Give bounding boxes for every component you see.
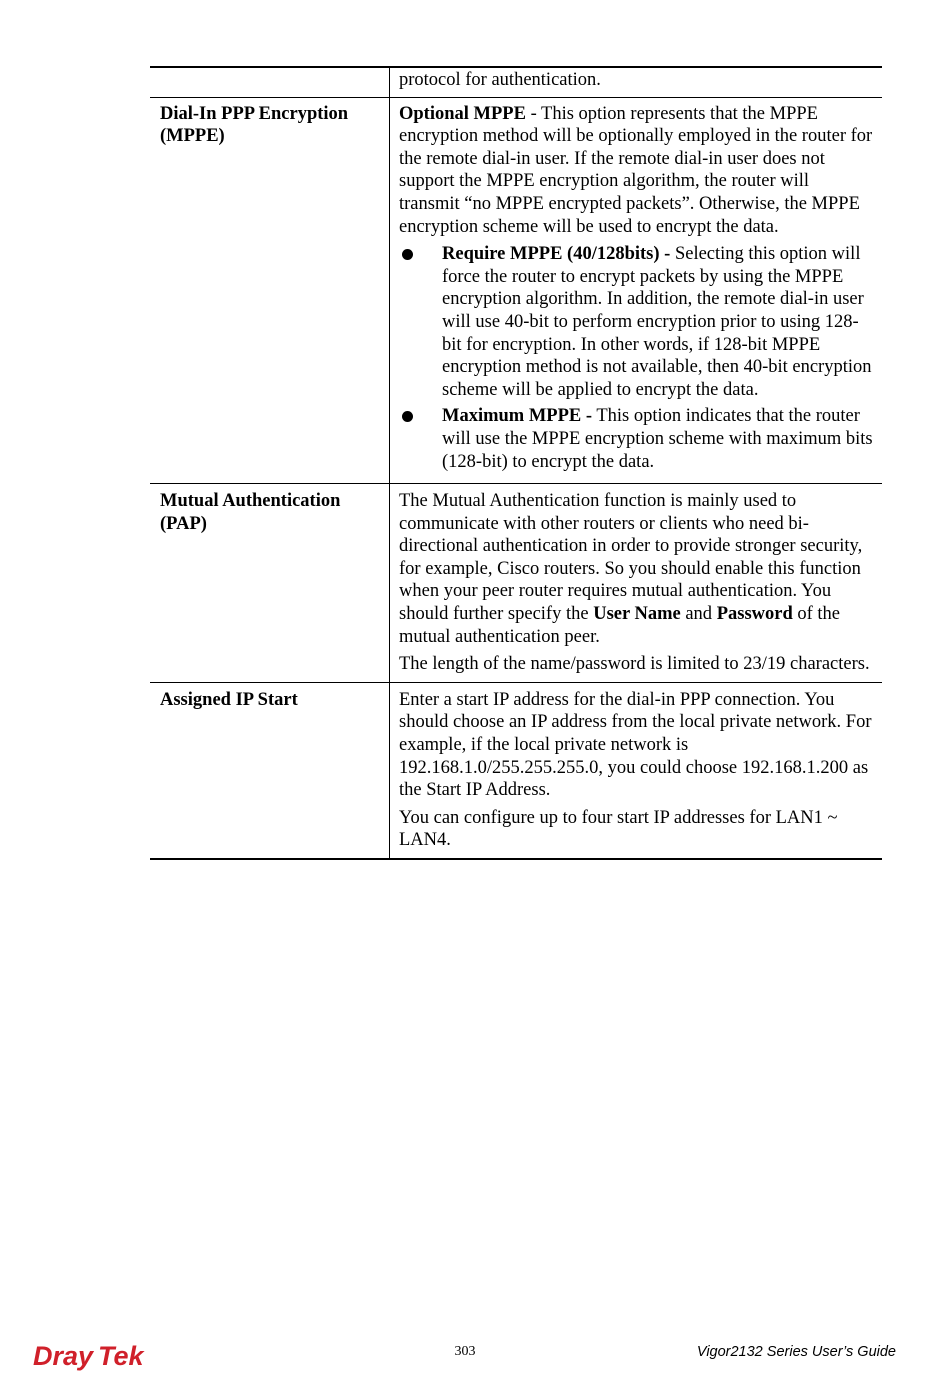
description-paragraph	[399, 807, 874, 852]
text-run: and	[680, 604, 717, 625]
row-description	[390, 484, 882, 682]
table-row	[150, 682, 882, 858]
table-row	[150, 97, 882, 484]
logo-text-tek: Tek	[98, 1341, 144, 1371]
page-number: 303	[454, 1344, 476, 1359]
bullet-text	[442, 243, 874, 401]
page-footer	[0, 1330, 950, 1380]
table-row	[150, 68, 882, 97]
text-run: The length of the name/password is limited to 23/19 characters.	[399, 654, 870, 675]
bold-run: Password	[716, 604, 793, 625]
row-label: Mutual Authentication (PAP)	[150, 484, 390, 682]
text-run: Enter a start IP address for the dial-in PPP connection. You should choose an IP address from the local private network. For example, if the local private network is 192.168.1.0/255.255.255.0, you could choose 192.168.1.200 as the Start IP Address.	[399, 689, 872, 801]
bullet-item	[399, 243, 874, 401]
text-run: You can configure up to four start IP addresses for LAN1 ~ LAN4.	[399, 807, 838, 851]
bold-run: Require MPPE (40/128bits) -	[442, 244, 671, 265]
row-label	[150, 68, 390, 97]
bold-run: Maximum MPPE -	[442, 406, 593, 427]
description-paragraph	[399, 103, 874, 239]
bullet-icon	[399, 405, 442, 473]
bullet-text	[442, 405, 874, 473]
text-run: of the mutual authentication peer.	[399, 604, 841, 647]
text-run: - This option represents that the MPPE encryption method will be optionally employed in the router for the remote dial-in user. If the remote dial-in user does not support the MPPE encryption algorithm, the router will transmit “no MPPE encrypted packets”. Otherwise, the MPPE encryption scheme will be used to encrypt the data.	[399, 103, 873, 237]
row-description	[390, 68, 882, 97]
text-run: The Mutual Authentication function is mainly used to communicate with other routers or clients who need bi-directional authentication in order to provide stronger security, for example, Cisco routers. So you should enable this function when your peer router requires mutual authentication. You should further specify the	[399, 491, 863, 625]
description-paragraph	[399, 689, 874, 802]
bold-run: Optional MPPE	[399, 103, 526, 124]
description-paragraph	[399, 69, 874, 92]
row-description	[390, 683, 882, 858]
row-label: Assigned IP Start	[150, 683, 390, 858]
bullet-icon	[399, 243, 442, 401]
bullet-item	[399, 405, 874, 473]
text-run: This option indicates that the router will use the MPPE encryption scheme with maximum bits (128-bit) to encrypt the data.	[442, 406, 873, 472]
row-description	[390, 98, 882, 484]
draytek-logo	[32, 1338, 158, 1372]
parameter-table	[150, 66, 882, 860]
text-run: Selecting this option will force the router to encrypt packets by using the MPPE encryption algorithm. In addition, the remote dial-in user will use 40-bit to perform encryption prior to using 128-bit for encryption. In other words, if 128-bit MPPE encryption method is not available, then 40-bit encryption scheme will be applied to encrypt the data.	[442, 244, 872, 400]
logo-text-dray: Dray	[33, 1341, 94, 1371]
guide-title: Vigor2132 Series User’s Guide	[696, 1344, 896, 1360]
description-paragraph	[399, 490, 874, 648]
table-row	[150, 483, 882, 682]
text-run: protocol for authentication.	[399, 70, 601, 90]
row-label: Dial-In PPP Encryption (MPPE)	[150, 98, 390, 484]
bold-run: User Name	[593, 604, 681, 625]
description-paragraph	[399, 653, 874, 676]
